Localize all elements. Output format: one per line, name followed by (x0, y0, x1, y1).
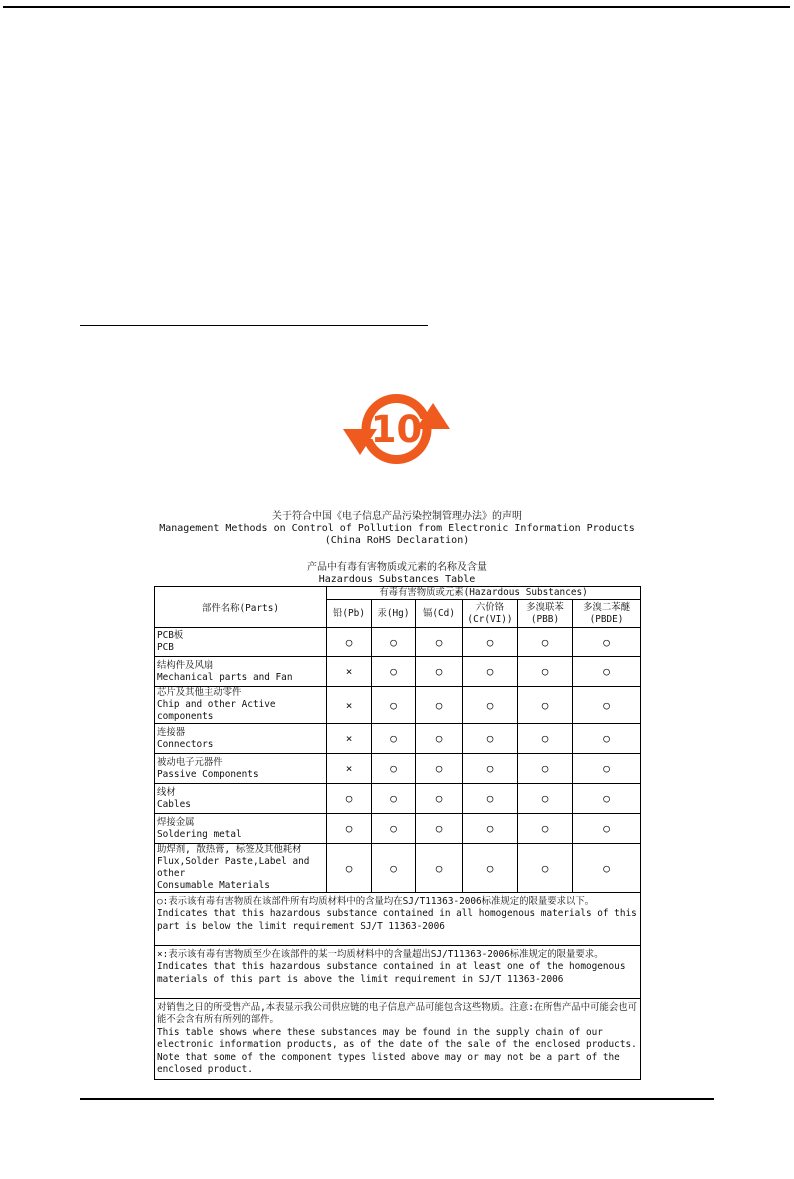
substance-mark: ○ (573, 844, 641, 893)
part-name: 线材 Cables (155, 784, 327, 814)
substance-mark: × (327, 687, 372, 724)
substance-header: 铅(Pb) (327, 600, 372, 628)
substance-header: 多溴联苯 (PBB) (518, 600, 573, 628)
substance-mark: ○ (327, 784, 372, 814)
part-name: 结构件及风扇 Mechanical parts and Fan (155, 657, 327, 687)
declaration-title-cn: 关于符合中国《电子信息产品污染控制管理办法》的声明 (272, 511, 522, 522)
substance-header: 六价铬 (Cr(VI)) (463, 600, 518, 628)
substance-mark: ○ (372, 784, 416, 814)
substance-mark: ○ (327, 814, 372, 844)
substance-mark: ○ (463, 687, 518, 724)
substance-header: 多溴二苯醚 (PBDE) (573, 600, 641, 628)
note-compliant: ○:表示该有毒有害物质在该部件所有均质材料中的含量均在SJ/T11363-2006标准规定的限量要求以下。 Indicates that this hazardous substance contained in all homogenous materials of this part is below the limit requirement SJ/T 11363-2006 (155, 893, 641, 946)
substance-mark: ○ (372, 814, 416, 844)
substance-mark: ○ (518, 784, 573, 814)
note-row (155, 893, 641, 946)
declaration-subtitle: (China RoHS Declaration) (324, 535, 470, 546)
substance-mark: ○ (372, 724, 416, 754)
substance-mark: ○ (327, 628, 372, 657)
substance-mark: ○ (463, 844, 518, 893)
note-row (155, 999, 641, 1080)
table-row (155, 814, 641, 844)
substance-mark: ○ (573, 687, 641, 724)
note-supply-chain: 对销售之日的所受售产品,本表显示我公司供应链的电子信息产品可能包含这些物质。注意:在所售产品中可能会也可能不会含有所有所列的部件。 This table shows where these substances may be found in the supply chain of our electronic information products, as of the date of the sale of the enclosed products. Note that some of the component types listed above may or may not be a part of the enclosed product. (155, 999, 641, 1080)
footer-rule (80, 1098, 714, 1100)
substance-mark: ○ (518, 657, 573, 687)
table-row (155, 784, 641, 814)
substance-mark: ○ (372, 657, 416, 687)
table-row (155, 844, 641, 893)
substance-mark: ○ (416, 657, 463, 687)
part-name: 被动电子元器件 Passive Components (155, 754, 327, 784)
substance-mark: ○ (372, 754, 416, 784)
substance-mark: ○ (463, 628, 518, 657)
table-row (155, 754, 641, 784)
substance-mark: ○ (416, 628, 463, 657)
substance-mark: ○ (327, 844, 372, 893)
table-row (155, 657, 641, 687)
substance-mark: ○ (463, 754, 518, 784)
table-title-en: Hazardous Substances Table (318, 574, 476, 585)
table-title-cn: 产品中有毒有害物质或元素的名称及含量 (307, 562, 487, 573)
substance-mark: ○ (463, 724, 518, 754)
part-name: 焊接金属 Soldering metal (155, 814, 327, 844)
substance-mark: × (327, 724, 372, 754)
substances-group-header: 有毒有害物质或元素(Hazardous Substances) (327, 587, 641, 600)
part-name: 芯片及其他主动零件 Chip and other Active components (155, 687, 327, 724)
substance-mark: ○ (518, 814, 573, 844)
substance-mark: ○ (573, 724, 641, 754)
declaration-title-en: Management Methods on Control of Pollution from Electronic Information Products (159, 523, 635, 534)
part-name: 助焊剂, 散热膏, 标签及其他耗材 Flux,Solder Paste,Label and other Consumable Materials (155, 844, 327, 893)
logo-number: 10 (370, 408, 423, 451)
table-row (155, 628, 641, 657)
substance-mark: ○ (518, 754, 573, 784)
substance-mark: ○ (518, 628, 573, 657)
substance-mark: ○ (463, 814, 518, 844)
substance-mark: ○ (372, 844, 416, 893)
parts-header: 部件名称(Parts) (155, 587, 327, 628)
substance-mark: × (327, 657, 372, 687)
substance-mark: ○ (573, 628, 641, 657)
table-row (155, 724, 641, 754)
substance-mark: ○ (416, 844, 463, 893)
substance-mark: ○ (416, 754, 463, 784)
note-exceeds: ×:表示该有毒有害物质至少在该部件的某一均质材料中的含量超出SJ/T11363-2006标准规定的限量要求。 Indicates that this hazardous substance contained in at least one of the homogenous materials of this part is above the limit requirement in SJ/T 11363-2006 (155, 946, 641, 999)
substance-header: 汞(Hg) (372, 600, 416, 628)
substance-mark: ○ (573, 657, 641, 687)
hazardous-substances-table (154, 586, 641, 1080)
china-rohs-10-year-logo-icon (343, 389, 450, 481)
substance-mark: ○ (573, 754, 641, 784)
section-rule (80, 325, 428, 326)
part-name: 连接器 Connectors (155, 724, 327, 754)
top-rule (3, 6, 790, 8)
substance-mark: ○ (573, 784, 641, 814)
substance-mark: ○ (372, 628, 416, 657)
substance-header: 镉(Cd) (416, 600, 463, 628)
substance-mark: ○ (518, 724, 573, 754)
substance-mark: ○ (463, 784, 518, 814)
substance-mark: ○ (416, 724, 463, 754)
substance-mark: ○ (416, 784, 463, 814)
part-name: PCB板 PCB (155, 628, 327, 657)
substance-mark: × (327, 754, 372, 784)
substance-mark: ○ (463, 657, 518, 687)
substance-mark: ○ (416, 687, 463, 724)
table-row (155, 687, 641, 724)
substance-mark: ○ (518, 687, 573, 724)
note-row (155, 946, 641, 999)
substance-mark: ○ (372, 687, 416, 724)
substance-mark: ○ (416, 814, 463, 844)
substance-mark: ○ (573, 814, 641, 844)
substance-mark: ○ (518, 844, 573, 893)
